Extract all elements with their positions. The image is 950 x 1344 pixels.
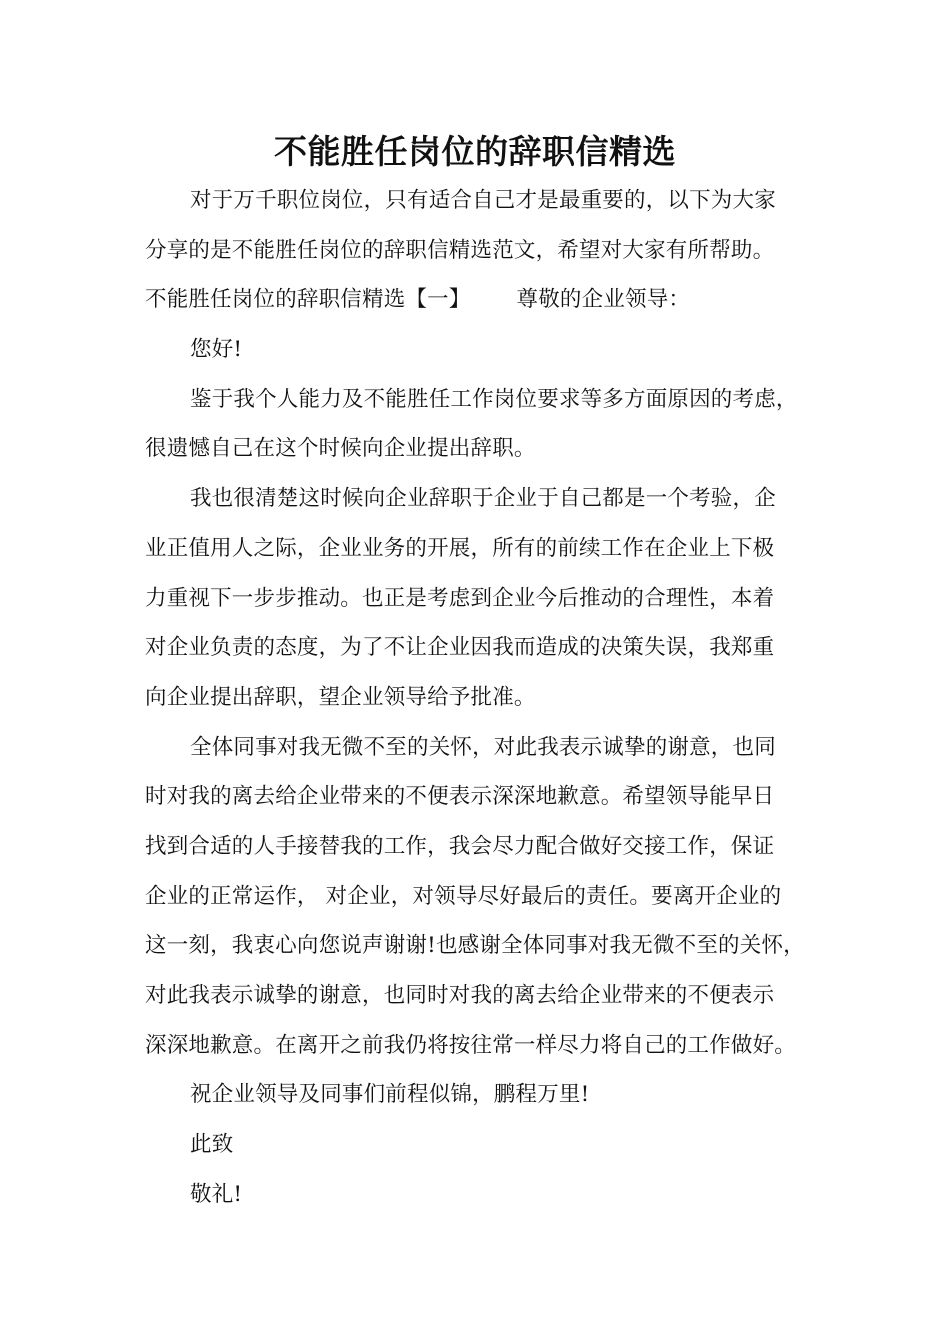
salutation: 尊敬的企业领导：	[516, 287, 691, 313]
section-heading-line	[145, 275, 820, 325]
section-heading: 不能胜任岗位的辞职信精选【一】	[145, 287, 471, 313]
paragraph-line: 深深地歉意。在离开之前我仍将按往常一样尽力将自己的工作做好。	[145, 1032, 797, 1058]
paragraph-line: 向企业提出辞职，望企业领导给予批准。	[145, 684, 536, 710]
paragraph-line: 找到合适的人手接替我的工作，我会尽力配合做好交接工作，保证	[145, 833, 775, 859]
paragraph-line: 鉴于我个人能力及不能胜任工作岗位要求等多方面原因的考虑，	[190, 386, 798, 412]
greeting: 您好!	[190, 337, 243, 363]
paragraph-line: 对于万千职位岗位，只有适合自己才是最重要的，以下为大家	[190, 188, 776, 213]
document-body	[145, 176, 820, 1219]
closing-wish: 祝企业领导及同事们前程似锦，鹏程万里!	[190, 1082, 590, 1108]
closing-phrase: 此致	[190, 1132, 234, 1158]
paragraph-line: 这一刻，我衷心向您说声谢谢!也感谢全体同事对我无微不至的关怀，	[145, 933, 805, 959]
paragraph-line: 对企业负责的态度，为了不让企业因我而造成的决策失误，我郑重	[145, 635, 775, 661]
paragraph-line: 分享的是不能胜任岗位的辞职信精选范文，希望对大家有所帮助。	[145, 237, 775, 263]
paragraph-line: 力重视下一步步推动。也正是考虑到企业今后推动的合理性，本着	[145, 585, 775, 611]
paragraph-line: 我也很清楚这时候向企业辞职于企业于自己都是一个考验，企	[190, 486, 776, 512]
paragraph-line: 企业的正常运作， 对企业，对领导尽好最后的责任。要离开企业的	[145, 883, 782, 909]
paragraph-line: 业正值用人之际，企业业务的开展，所有的前续工作在企业上下极	[145, 535, 775, 561]
document-title: 不能胜任岗位的辞职信精选	[274, 132, 676, 171]
paragraph-line: 时对我的离去给企业带来的不便表示深深地歉意。希望领导能早日	[145, 784, 775, 810]
closing-salute: 敬礼!	[190, 1181, 243, 1207]
paragraph-line: 全体同事对我无微不至的关怀，对此我表示诚挚的谢意，也同	[190, 734, 776, 760]
paragraph-line: 对此我表示诚挚的谢意，也同时对我的离去给企业带来的不便表示	[145, 983, 775, 1008]
paragraph-line: 很遗憾自己在这个时候向企业提出辞职。	[145, 436, 536, 462]
